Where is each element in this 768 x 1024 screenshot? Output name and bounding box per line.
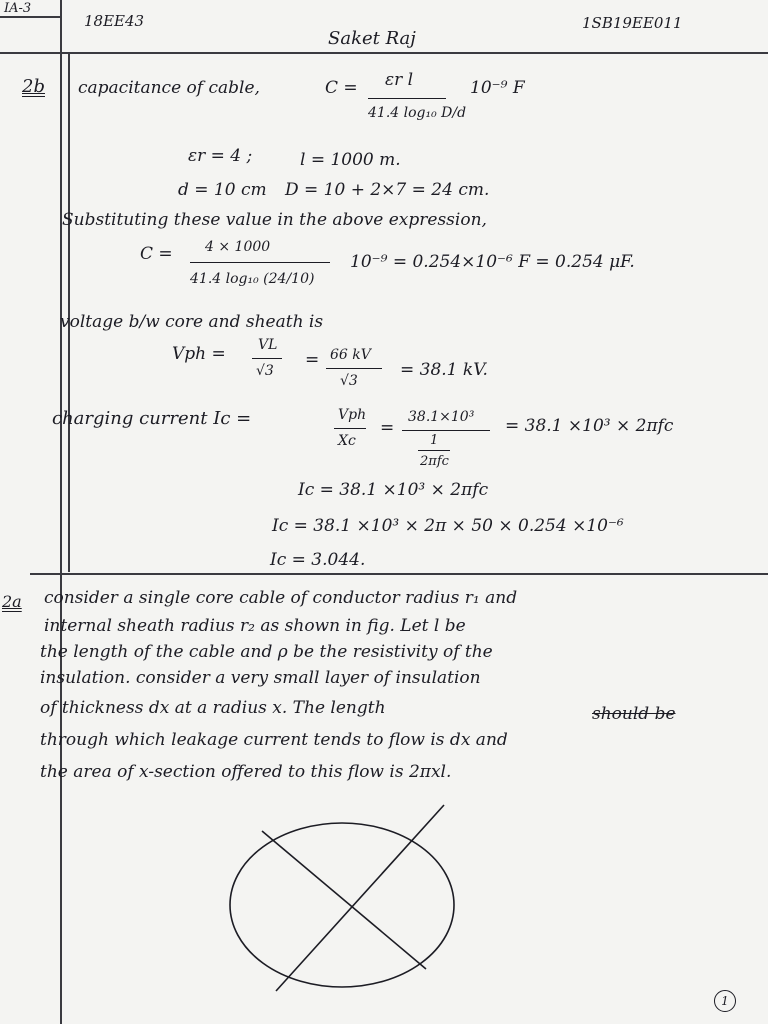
capacitance-denominator: 41.4 log₁₀ D/d	[368, 105, 467, 121]
capacitive-reactance-symbol: Xc	[338, 433, 356, 449]
charging-current-step-1: Ic = 38.1 ×10³ × 2πfc	[298, 480, 489, 500]
student-usn: 1SB19EE011	[582, 14, 683, 32]
header-left-box	[0, 16, 60, 18]
phase-voltage-lhs: Vph =	[172, 344, 226, 364]
capacitance-calc-lhs: C =	[140, 244, 173, 264]
reactance-fraction-bar	[418, 450, 450, 451]
capacitance-calc-fraction-bar	[190, 262, 330, 263]
answer-2a-line: the area of x-section offered to this flow is 2πxl.	[40, 762, 452, 782]
charging-current-result: = 38.1 ×10³ × 2πfc	[505, 416, 674, 436]
question-number-2a: 2a	[2, 592, 22, 611]
answer-2a-line: of thickness dx at a radius x. The length	[40, 698, 386, 718]
answer-2a-line: the length of the cable and ρ be the resistivity of the	[40, 642, 493, 662]
line-voltage-symbol: VL	[258, 337, 278, 353]
core-diameter-value: d = 10 cm	[178, 180, 267, 200]
reactance-one: 1	[430, 433, 439, 448]
charging-current-equals: =	[380, 418, 395, 438]
capacitance-factor: 10⁻⁹ F	[470, 78, 525, 98]
voltage-label: voltage b/w core and sheath is	[60, 312, 324, 332]
capacitance-label: capacitance of cable,	[78, 78, 260, 98]
header-divider-1	[60, 0, 62, 1024]
root-three-2: √3	[340, 373, 358, 389]
header-bottom-rule	[0, 52, 768, 54]
capacitance-calc-denominator: 41.4 log₁₀ (24/10)	[190, 271, 315, 287]
capacitance-calc-numerator: 4 × 1000	[205, 239, 271, 255]
course-code: 18EE43	[84, 12, 145, 30]
question-divider	[30, 573, 768, 575]
phase-voltage-equals: =	[305, 350, 320, 370]
charging-current-numerator-1: Vph	[338, 407, 367, 423]
charging-current-label: charging current Ic =	[52, 408, 252, 429]
phase-voltage-fraction-bar-2	[326, 368, 382, 369]
answer-2a-line: internal sheath radius r₂ as shown in fig. Let l be	[44, 616, 466, 636]
page-number: 1	[714, 990, 736, 1012]
capacitance-numerator: εr l	[385, 70, 414, 90]
answer-2a-line: through which leakage current tends to flow is dx and	[40, 730, 508, 750]
test-label: IA-3	[4, 1, 32, 16]
capacitance-calc-result: 10⁻⁹ = 0.254×10⁻⁶ F = 0.254 μF.	[350, 252, 635, 272]
cable-outline	[230, 823, 454, 987]
cable-cross-section-sketch	[220, 795, 460, 1005]
substituting-text: Substituting these value in the above expression,	[62, 210, 487, 230]
capacitance-fraction-bar	[368, 98, 446, 99]
length-value: l = 1000 m.	[300, 150, 401, 170]
sheath-diameter-value: D = 10 + 2×7 = 24 cm.	[285, 180, 490, 200]
line-voltage-value: 66 kV	[330, 347, 371, 363]
answer-2a-line: insulation. consider a very small layer of insulation	[40, 668, 481, 688]
permittivity-value: εr = 4 ;	[188, 146, 253, 166]
capacitance-lhs: C =	[325, 78, 358, 98]
question-number-2b: 2b	[22, 76, 45, 97]
charging-current-fraction-bar-1	[334, 428, 366, 429]
charging-current-final: Ic = 3.044.	[270, 550, 366, 570]
charging-current-step-2: Ic = 38.1 ×10³ × 2π × 50 × 0.254 ×10⁻⁶	[272, 516, 624, 536]
phase-voltage-fraction-bar-1	[252, 358, 282, 359]
struck-through-text: should be	[592, 704, 676, 724]
charging-current-fraction-bar-2	[402, 430, 490, 431]
charging-current-numerator-2: 38.1×10³	[408, 409, 475, 425]
reactance-denominator: 2πfc	[420, 454, 449, 469]
phase-voltage-result: = 38.1 kV.	[400, 360, 488, 380]
answer-2a-line: consider a single core cable of conductor radius r₁ and	[44, 588, 518, 608]
student-name: Saket Raj	[328, 28, 416, 49]
root-three-1: √3	[256, 363, 274, 379]
